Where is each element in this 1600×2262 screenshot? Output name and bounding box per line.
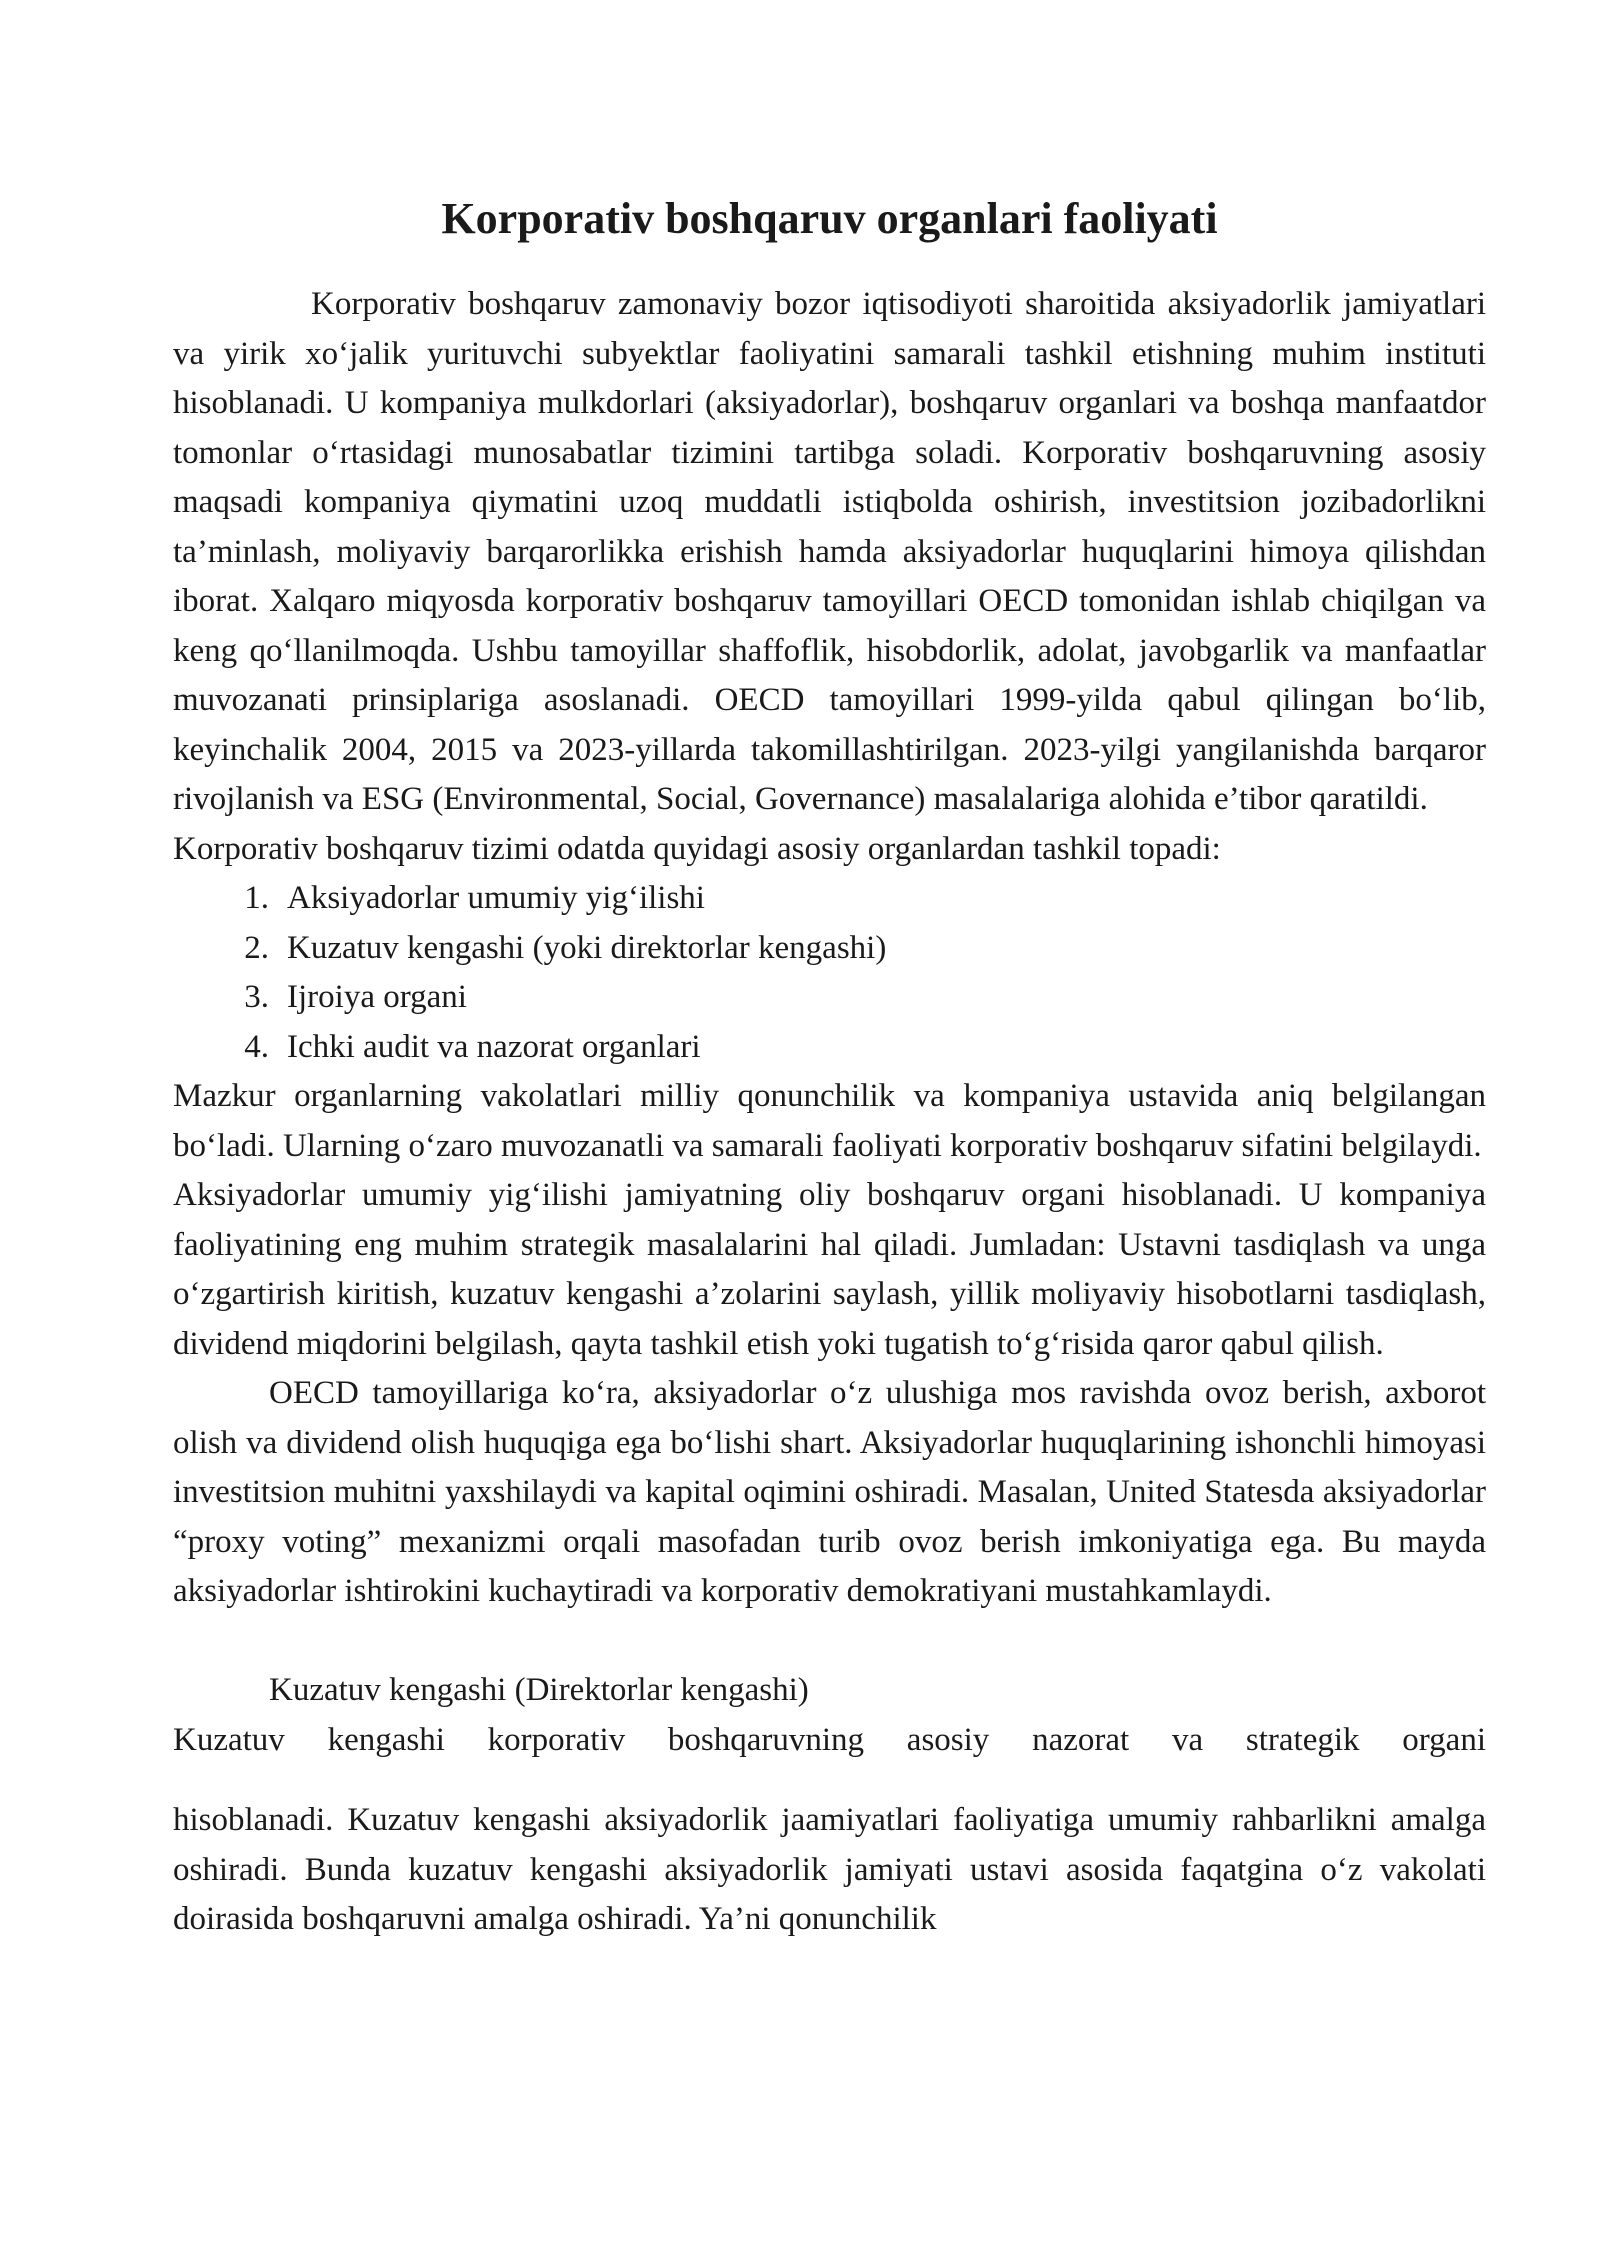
paragraph-mandate: Mazkur organlarning vakolatlari milliy qonunchilik va kompaniya ustavida aniq belgilangan bo‘ladi. Ularning o‘zaro muvozanatli va samarali faoliyati korporativ boshqaruv sifatini belgilaydi. [173, 1078, 1486, 1164]
section-subheading: Kuzatuv kengashi (Direktorlar kengashi) [269, 1672, 809, 1708]
list-item [173, 1023, 1486, 1073]
paragraph-general-meeting: Aksiyadorlar umumiy yig‘ilishi jamiyatning oliy boshqaruv organi hisoblanadi. U kompaniya faoliyatining eng muhim strategik masalalarini hal qiladi. Jumladan: Ustavni tasdiqlash va unga o‘zgartirish kiritish, kuzatuv kengashi a’zolarini saylash, yillik moliyaviy hisobotlarni tasdiqlash, dividend miqdorini belgilash, qayta tashkil etish yoki tugatish to‘g‘risida qaror qabul qilish. [173, 1177, 1486, 1362]
paragraph-oecd-rights: OECD tamoyillariga ko‘ra, aksiyadorlar o‘z ulushiga mos ravishda ovoz berish, axborot olish va dividend olish huquqiga ega bo‘lishi shart. Aksiyadorlar huquqlarining ishonchli himoyasi investitsion muhitni yaxshilaydi va kapital oqimini oshiradi. Masalan, United Statesda aksiyadorlar “proxy voting” mexanizmi orqali masofadan turib ovoz berish imkoniyatiga ega. Bu mayda aksiyadorlar ishtirokini kuchaytiradi va korporativ demokratiyani mustahkamlaydi. [173, 1375, 1486, 1609]
list-item-text: Ichki audit va nazorat organlari [287, 1028, 701, 1065]
list-number: 3. [244, 979, 269, 1015]
document-title: Korporativ boshqaruv organlari faoliyati [441, 194, 1218, 243]
list-item-text: Ijroiya organi [287, 979, 467, 1015]
list-item [173, 874, 1486, 924]
list-intro: Korporativ boshqaruv tizimi odatda quyidagi asosiy organlardan tashkil topadi: [173, 830, 1221, 867]
list-item-text: Kuzatuv kengashi (yoki direktorlar kengashi) [287, 929, 887, 966]
list-item [173, 924, 1486, 974]
blank-line [173, 1617, 1486, 1667]
organs-list [173, 874, 1486, 1072]
list-item-text: Aksiyadorlar umumiy yig‘ilishi [287, 880, 705, 916]
list-item [173, 973, 1486, 1023]
paragraph-intro: Korporativ boshqaruv zamonaviy bozor iqtisodiyoti sharoitida aksiyadorlik jamiyatlari va yirik xo‘jalik yurituvchi subyektlar faoliyatini samarali tashkil etishning muhim instituti hisoblanadi. U kompaniya mulkdorlari (aksiyadorlar), boshqaruv organlari va boshqa manfaatdor tomonlar o‘rtasidagi munosabatlar tizimini tartibga soladi. Korporativ boshqaruvning asosiy maqsadi kompaniya qiymatini uzoq muddatli istiqbolda oshirish, investitsion jozibadorlikni ta’minlash, moliyaviy barqarorlikka erishish hamda aksiyadorlar huquqlarini himoya qilishdan iborat. Xalqaro miqyosda korporativ boshqaruv tamoyillari OECD tomonidan ishlab chiqilgan va keng qo‘llanilmoqda. Ushbu tamoyillar shaffoflik, hisobdorlik, adolat, javobgarlik va manfaatlar muvozanati prinsiplariga asoslanadi. OECD tamoyillari 1999-yilda qabul qilingan bo‘lib, keyinchalik 2004, 2015 va 2023-yillarda takomillashtirilgan. 2023-yilgi yangilanishda barqaror rivojlanish va ESG (Environmental, Social, Governance) masalalariga alohida e’tibor qaratildi. [173, 286, 1486, 817]
list-number: 4. [244, 1028, 269, 1065]
paragraph-supervisory-board-first-line: Kuzatuv kengashi korporativ boshqaruvning asosiy nazorat va strategik organi [173, 1721, 1486, 1758]
list-number: 2. [244, 929, 269, 966]
paragraph-supervisory-board: hisoblanadi. Kuzatuv kengashi aksiyadorlik jaamiyatlari faoliyatiga umumiy rahbarlikni amalga oshiradi. Bunda kuzatuv kengashi aksiyadorlik jamiyati ustavi asosida faqatgina o‘z vakolati doirasida boshqaruvni amalga oshiradi. Ya’ni qonunchilik [173, 1802, 1486, 1937]
document-body [173, 280, 1486, 1945]
list-number: 1. [244, 880, 269, 916]
